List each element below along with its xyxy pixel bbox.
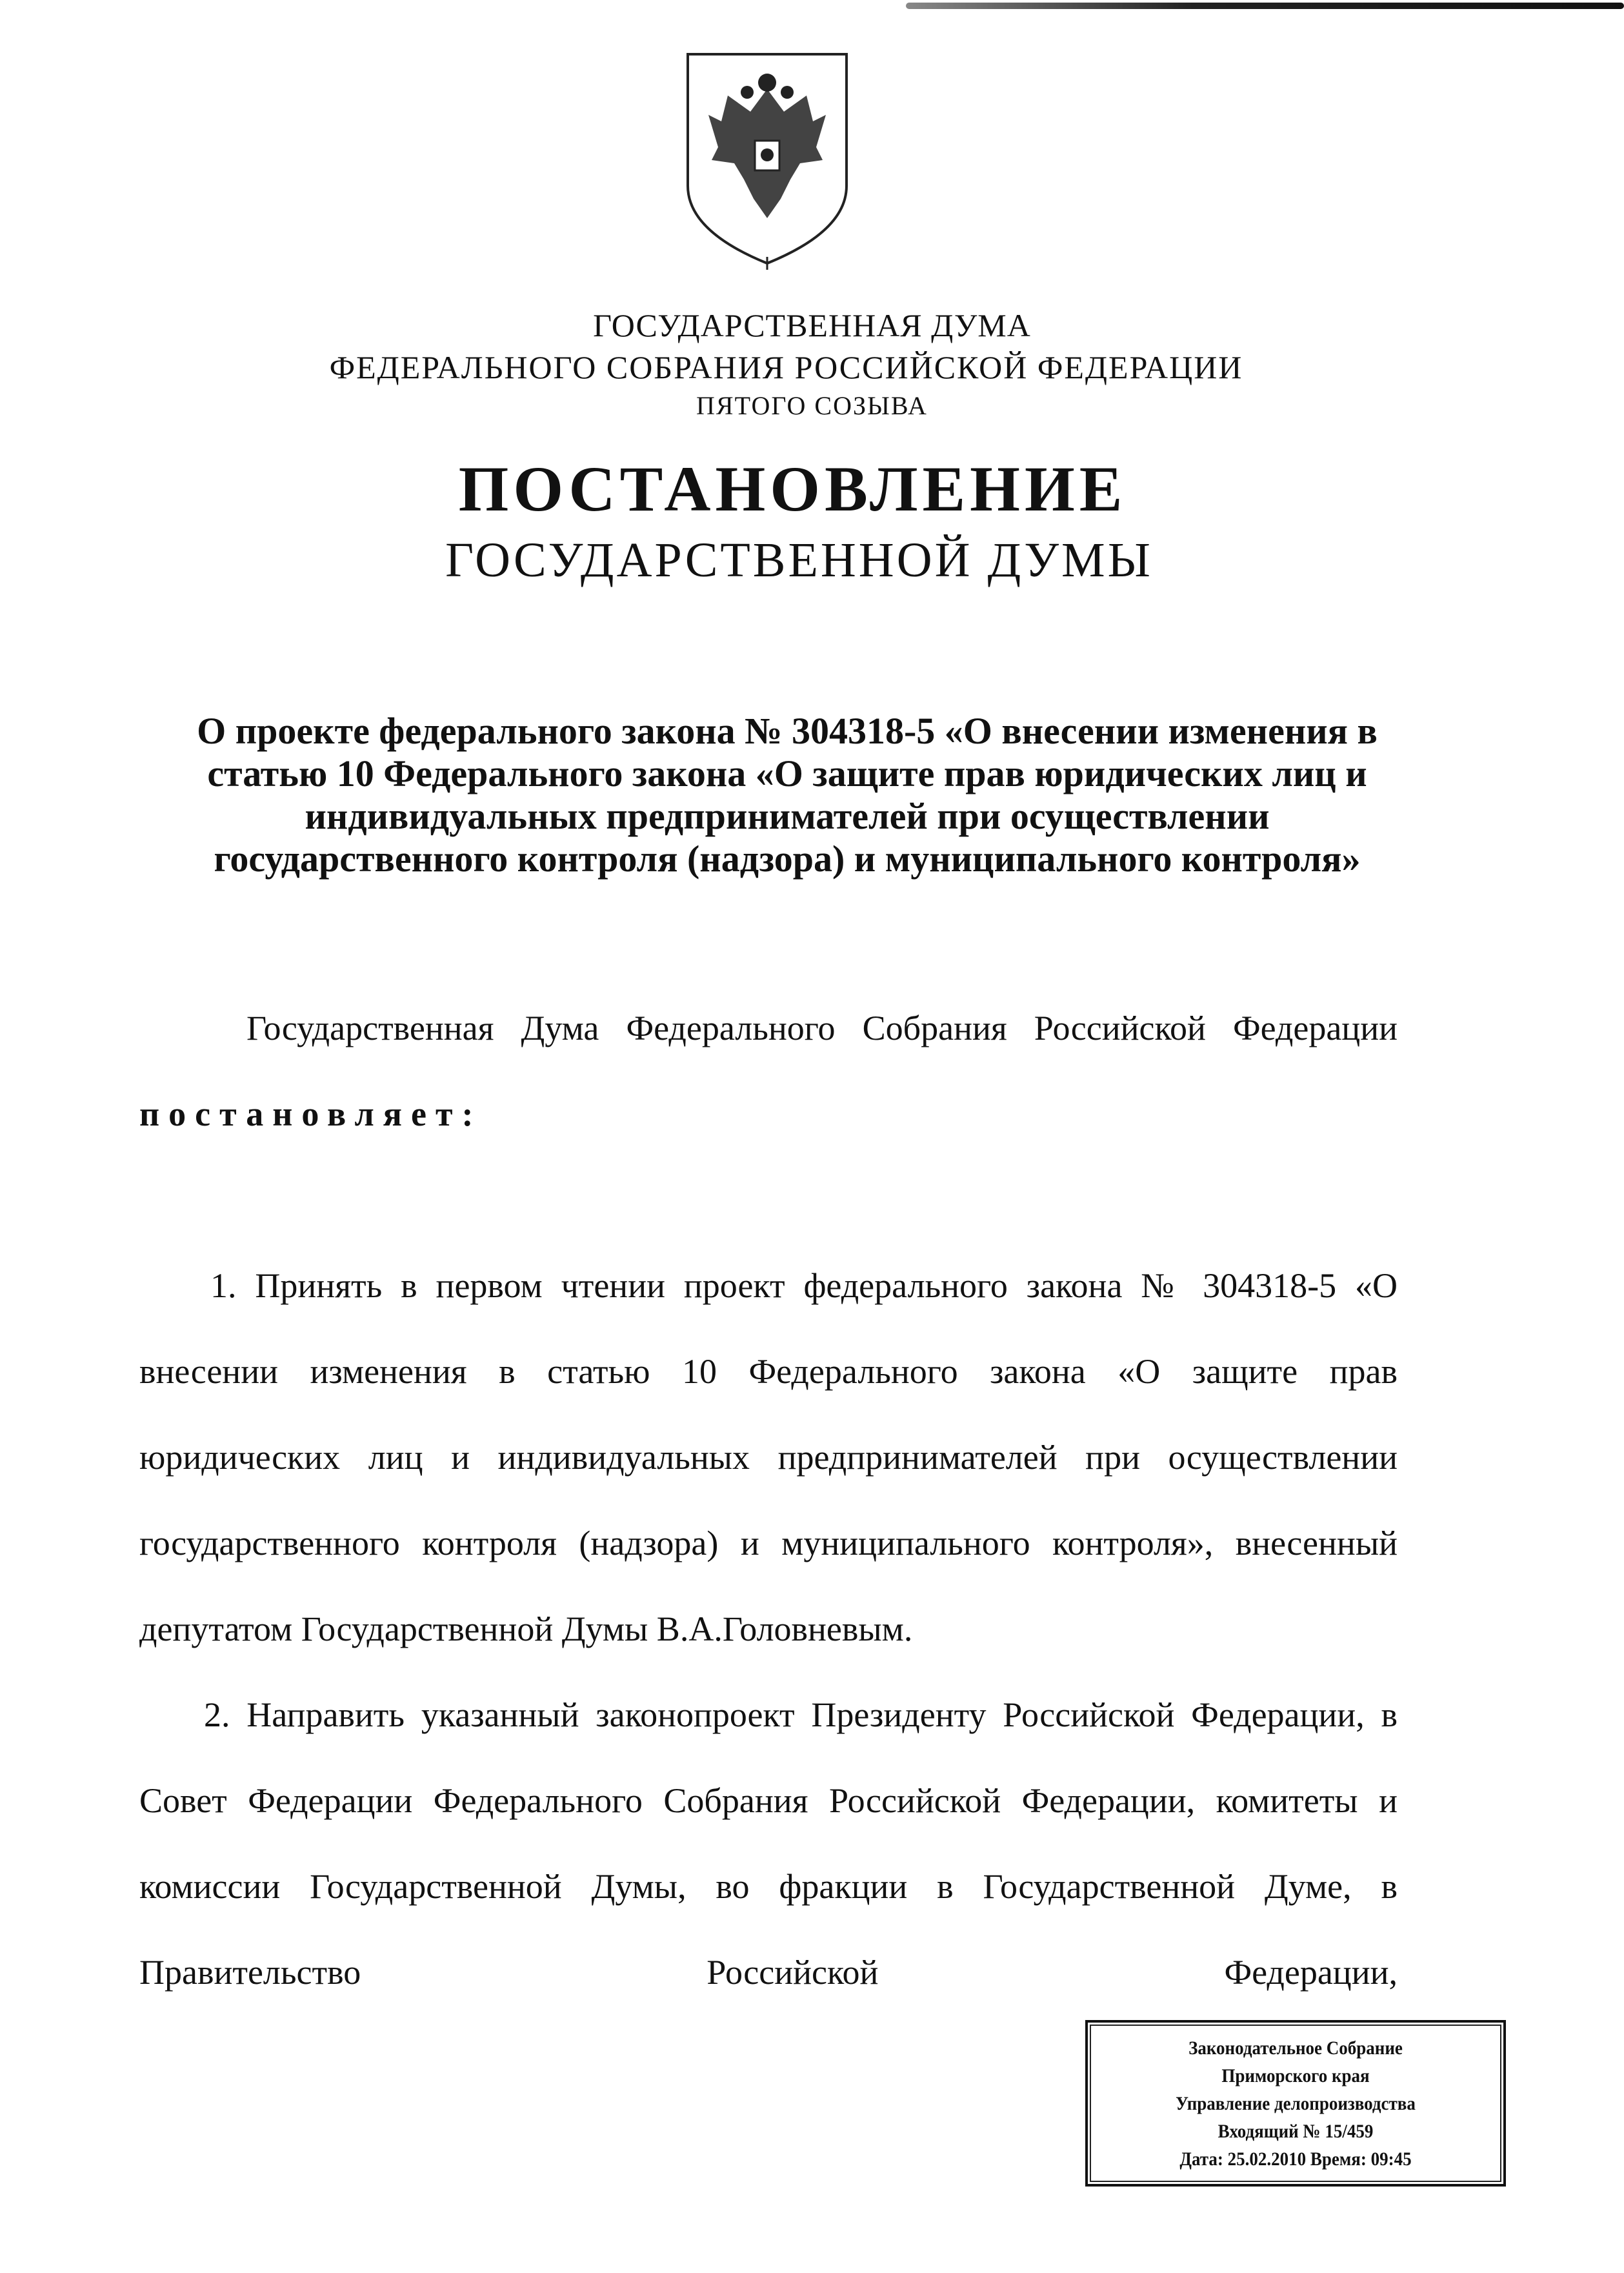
stamp-line-1: Законодательное Собрание: [1188, 2037, 1403, 2059]
document-title: О проекте федерального закона № 304318-5 «О внесении изменения в статью 10 Федерального закона «О защите прав юридических лиц и индивидуальных предпринимателей при осуществлении государственного контроля (надзора) и муниципального контроля»: [197, 710, 1378, 880]
stamp-line-3: Управление делопроизводства: [1176, 2093, 1416, 2114]
stamp-line-4: Входящий № 15/459: [1218, 2121, 1374, 2142]
document-issuer: ГОСУДАРСТВЕННОЙ ДУМЫ: [445, 533, 1153, 587]
coat-of-arms-emblem: [683, 50, 852, 270]
header-line-1: ГОСУДАРСТВЕННАЯ ДУМА: [593, 307, 1031, 343]
item-1-paragraph: 1. Принять в первом чтении проект федерального закона № 304318-5 «О внесении изменения в статью 10 Федерального закона «О защите прав юридических лиц и индивидуальных предпринимателей при осуществлении государственного контроля (надзора) и муниципального контроля», внесенный депутатом Государственной Думы В.А.Головневым.: [139, 1266, 1398, 1648]
header-line-3: ПЯТОГО СОЗЫВА: [696, 391, 928, 420]
document-body: [139, 985, 1398, 2015]
document-type: ПОСТАНОВЛЕНИЕ: [458, 453, 1127, 525]
resolves-text: постановляет:: [139, 1095, 483, 1133]
stamp-line-5: Дата: 25.02.2010 Время: 09:45: [1179, 2148, 1412, 2170]
item-2-paragraph: 2. Направить указанный законопроект Президенту Российской Федерации, в Совет Федерации Федерального Собрания Российской Федерации, комитеты и комиссии Государственной Думы, во фракции в Государственной Думе, в Правительство Российской Федерации,: [139, 1695, 1398, 1992]
preamble-paragraph: [139, 985, 1398, 1157]
scan-edge-mark: [906, 3, 1624, 9]
registration-stamp: [1085, 2020, 1506, 2187]
stamp-line-2: Приморского края: [1221, 2065, 1370, 2086]
preamble-text: Государственная Дума Федерального Собрания Российской Федерации: [246, 1009, 1398, 1047]
header-line-2: ФЕДЕРАЛЬНОГО СОБРАНИЯ РОССИЙСКОЙ ФЕДЕРАЦИИ: [329, 349, 1243, 385]
